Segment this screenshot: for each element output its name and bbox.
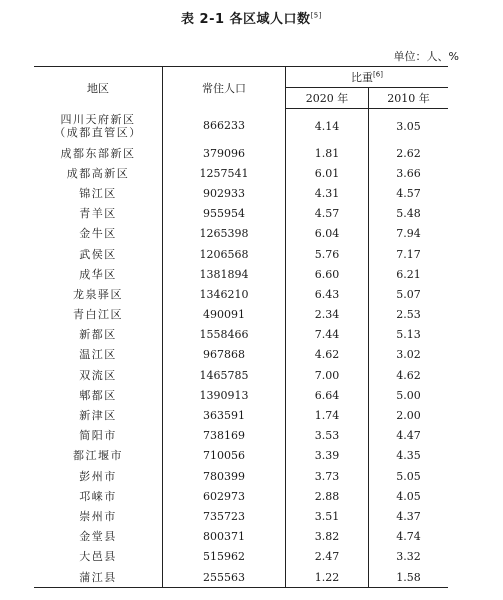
table-row bbox=[34, 365, 448, 385]
cell-ratio-2020: 2.34 bbox=[286, 305, 369, 325]
region-name: 简阳市 bbox=[79, 429, 117, 443]
cell-ratio-2020: 3.39 bbox=[286, 446, 369, 466]
cell-ratio-2020: 6.01 bbox=[286, 163, 369, 183]
cell-ratio-2010: 3.05 bbox=[396, 119, 421, 133]
region-name: 成都东部新区 bbox=[60, 146, 136, 160]
cell-region bbox=[34, 204, 163, 224]
cell-population: 1257541 bbox=[163, 163, 286, 183]
cell-ratio-2020: 6.43 bbox=[286, 284, 369, 304]
cell-ratio-2010: 2.62 bbox=[396, 146, 421, 160]
cell-ratio-2020: 4.14 bbox=[286, 109, 369, 144]
table-header bbox=[34, 67, 448, 109]
cell-ratio-2020: 7.44 bbox=[286, 325, 369, 345]
header-ratio bbox=[286, 67, 449, 88]
population-table bbox=[34, 66, 448, 588]
ratio-footnote: [6] bbox=[373, 70, 383, 79]
cell-region bbox=[34, 109, 163, 144]
cell-region bbox=[34, 486, 163, 506]
table-row bbox=[34, 446, 448, 466]
table-row bbox=[34, 426, 448, 446]
cell-ratio-2010: 4.62 bbox=[396, 368, 421, 382]
cell-ratio-2010: 3.32 bbox=[396, 550, 421, 564]
cell-region bbox=[34, 224, 163, 244]
table-row bbox=[34, 547, 448, 567]
region-name: 金堂县 bbox=[79, 530, 117, 544]
cell-ratio-2020: 4.62 bbox=[286, 345, 369, 365]
region-name: 锦江区 bbox=[79, 186, 117, 200]
cell-region bbox=[34, 163, 163, 183]
cell-ratio-2010: 7.17 bbox=[396, 247, 421, 261]
cell-ratio-2010: 4.05 bbox=[396, 489, 421, 503]
cell-ratio-2020: 5.76 bbox=[286, 244, 369, 264]
table-title bbox=[0, 8, 503, 27]
cell-ratio-2020: 1.81 bbox=[286, 143, 369, 163]
table-row bbox=[34, 183, 448, 203]
cell-population: 1265398 bbox=[163, 224, 286, 244]
cell-region bbox=[34, 345, 163, 365]
cell-population: 1465785 bbox=[163, 365, 286, 385]
cell-population: 967868 bbox=[163, 345, 286, 365]
title-footnote: [5] bbox=[310, 11, 322, 20]
table-row bbox=[34, 163, 448, 183]
cell-region bbox=[34, 284, 163, 304]
cell-ratio-2020: 2.88 bbox=[286, 486, 369, 506]
table-row bbox=[34, 143, 448, 163]
cell-region bbox=[34, 527, 163, 547]
region-name: 蒲江县 bbox=[79, 570, 117, 584]
cell-population: 955954 bbox=[163, 204, 286, 224]
cell-population: 902933 bbox=[163, 183, 286, 203]
cell-ratio-2010: 5.00 bbox=[396, 388, 421, 402]
cell-population: 602973 bbox=[163, 486, 286, 506]
region-name-line2: （成都直管区） bbox=[54, 125, 142, 139]
table-row bbox=[34, 345, 448, 365]
cell-ratio-2020: 6.04 bbox=[286, 224, 369, 244]
header-ratio-label: 比重 bbox=[351, 71, 374, 84]
table-row bbox=[34, 109, 448, 144]
cell-population: 866233 bbox=[163, 109, 286, 144]
table-row bbox=[34, 244, 448, 264]
cell-population: 515962 bbox=[163, 547, 286, 567]
header-population: 常住人口 bbox=[163, 67, 286, 109]
cell-ratio-2020: 2.47 bbox=[286, 547, 369, 567]
cell-ratio-2020: 4.31 bbox=[286, 183, 369, 203]
table-row bbox=[34, 385, 448, 405]
cell-population: 363591 bbox=[163, 405, 286, 425]
cell-ratio-2010: 5.07 bbox=[396, 287, 421, 301]
cell-region bbox=[34, 264, 163, 284]
table-row bbox=[34, 264, 448, 284]
cell-region bbox=[34, 426, 163, 446]
header-region: 地区 bbox=[34, 67, 163, 109]
region-name: 武侯区 bbox=[79, 247, 117, 261]
cell-region bbox=[34, 446, 163, 466]
table-row bbox=[34, 466, 448, 486]
cell-region bbox=[34, 405, 163, 425]
region-name: 四川天府新区 bbox=[60, 112, 136, 126]
cell-population: 255563 bbox=[163, 567, 286, 588]
cell-ratio-2010: 2.53 bbox=[396, 308, 421, 322]
cell-population: 1346210 bbox=[163, 284, 286, 304]
cell-ratio-2010: 4.37 bbox=[396, 509, 421, 523]
cell-ratio-2020: 3.82 bbox=[286, 527, 369, 547]
cell-ratio-2020: 1.74 bbox=[286, 405, 369, 425]
table-body bbox=[34, 109, 448, 588]
table-row bbox=[34, 224, 448, 244]
table-row bbox=[34, 567, 448, 588]
cell-ratio-2010: 7.94 bbox=[396, 227, 421, 241]
cell-region bbox=[34, 305, 163, 325]
cell-ratio-2010: 5.05 bbox=[396, 469, 421, 483]
cell-region bbox=[34, 325, 163, 345]
region-name: 崇州市 bbox=[79, 509, 117, 523]
cell-region bbox=[34, 567, 163, 588]
cell-population: 1381894 bbox=[163, 264, 286, 284]
cell-region bbox=[34, 466, 163, 486]
region-name: 温江区 bbox=[79, 348, 117, 362]
region-name: 新津区 bbox=[79, 409, 117, 423]
region-name: 青白江区 bbox=[73, 308, 123, 322]
cell-region bbox=[34, 547, 163, 567]
cell-ratio-2020: 3.73 bbox=[286, 466, 369, 486]
table-row bbox=[34, 305, 448, 325]
table-row bbox=[34, 527, 448, 547]
header-row-1 bbox=[34, 67, 448, 88]
cell-region bbox=[34, 183, 163, 203]
region-name: 彭州市 bbox=[79, 469, 117, 483]
cell-ratio-2020: 3.53 bbox=[286, 426, 369, 446]
table-title-text: 表 2-1 各区域人口数 bbox=[181, 12, 311, 27]
cell-population: 1558466 bbox=[163, 325, 286, 345]
cell-population: 490091 bbox=[163, 305, 286, 325]
table-row bbox=[34, 204, 448, 224]
region-name: 新都区 bbox=[79, 328, 117, 342]
cell-population: 780399 bbox=[163, 466, 286, 486]
table-row bbox=[34, 284, 448, 304]
cell-ratio-2010: 3.66 bbox=[396, 166, 421, 180]
cell-population: 1390913 bbox=[163, 385, 286, 405]
region-name: 邛崃市 bbox=[79, 489, 117, 503]
region-name: 双流区 bbox=[79, 368, 117, 382]
region-name: 龙泉驿区 bbox=[73, 287, 123, 301]
cell-region bbox=[34, 385, 163, 405]
cell-ratio-2020: 7.00 bbox=[286, 365, 369, 385]
cell-ratio-2010: 2.00 bbox=[396, 409, 421, 423]
region-name: 成都高新区 bbox=[66, 166, 130, 180]
region-name: 金牛区 bbox=[79, 227, 117, 241]
cell-region bbox=[34, 506, 163, 526]
header-year-2020: 2020 年 bbox=[286, 88, 369, 109]
cell-population: 800371 bbox=[163, 527, 286, 547]
table-row bbox=[34, 486, 448, 506]
cell-ratio-2010: 3.02 bbox=[396, 348, 421, 362]
cell-ratio-2020: 4.57 bbox=[286, 204, 369, 224]
cell-ratio-2010: 4.35 bbox=[396, 449, 421, 463]
cell-ratio-2020: 6.60 bbox=[286, 264, 369, 284]
cell-population: 735723 bbox=[163, 506, 286, 526]
header-year-2010: 2010 年 bbox=[369, 88, 449, 109]
region-name: 青羊区 bbox=[79, 207, 117, 221]
cell-ratio-2010: 5.13 bbox=[396, 328, 421, 342]
cell-population: 379096 bbox=[163, 143, 286, 163]
cell-ratio-2010: 5.48 bbox=[396, 207, 421, 221]
cell-population: 738169 bbox=[163, 426, 286, 446]
unit-label: 单位：人、% bbox=[393, 50, 459, 63]
cell-ratio-2010: 4.57 bbox=[396, 186, 421, 200]
cell-population: 710056 bbox=[163, 446, 286, 466]
cell-ratio-2020: 1.22 bbox=[286, 567, 369, 588]
cell-ratio-2020: 3.51 bbox=[286, 506, 369, 526]
cell-ratio-2010: 6.21 bbox=[396, 267, 421, 281]
cell-ratio-2010: 4.47 bbox=[396, 429, 421, 443]
cell-region bbox=[34, 365, 163, 385]
region-name: 大邑县 bbox=[79, 550, 117, 564]
table-row bbox=[34, 405, 448, 425]
cell-region bbox=[34, 143, 163, 163]
cell-region bbox=[34, 244, 163, 264]
cell-ratio-2020: 6.64 bbox=[286, 385, 369, 405]
region-name: 成华区 bbox=[79, 267, 117, 281]
table-row bbox=[34, 325, 448, 345]
cell-population: 1206568 bbox=[163, 244, 286, 264]
table-row bbox=[34, 506, 448, 526]
cell-ratio-2010: 1.58 bbox=[369, 567, 449, 588]
region-name: 都江堰市 bbox=[73, 449, 123, 463]
region-name: 郫都区 bbox=[79, 388, 117, 402]
cell-ratio-2010: 4.74 bbox=[396, 530, 421, 544]
